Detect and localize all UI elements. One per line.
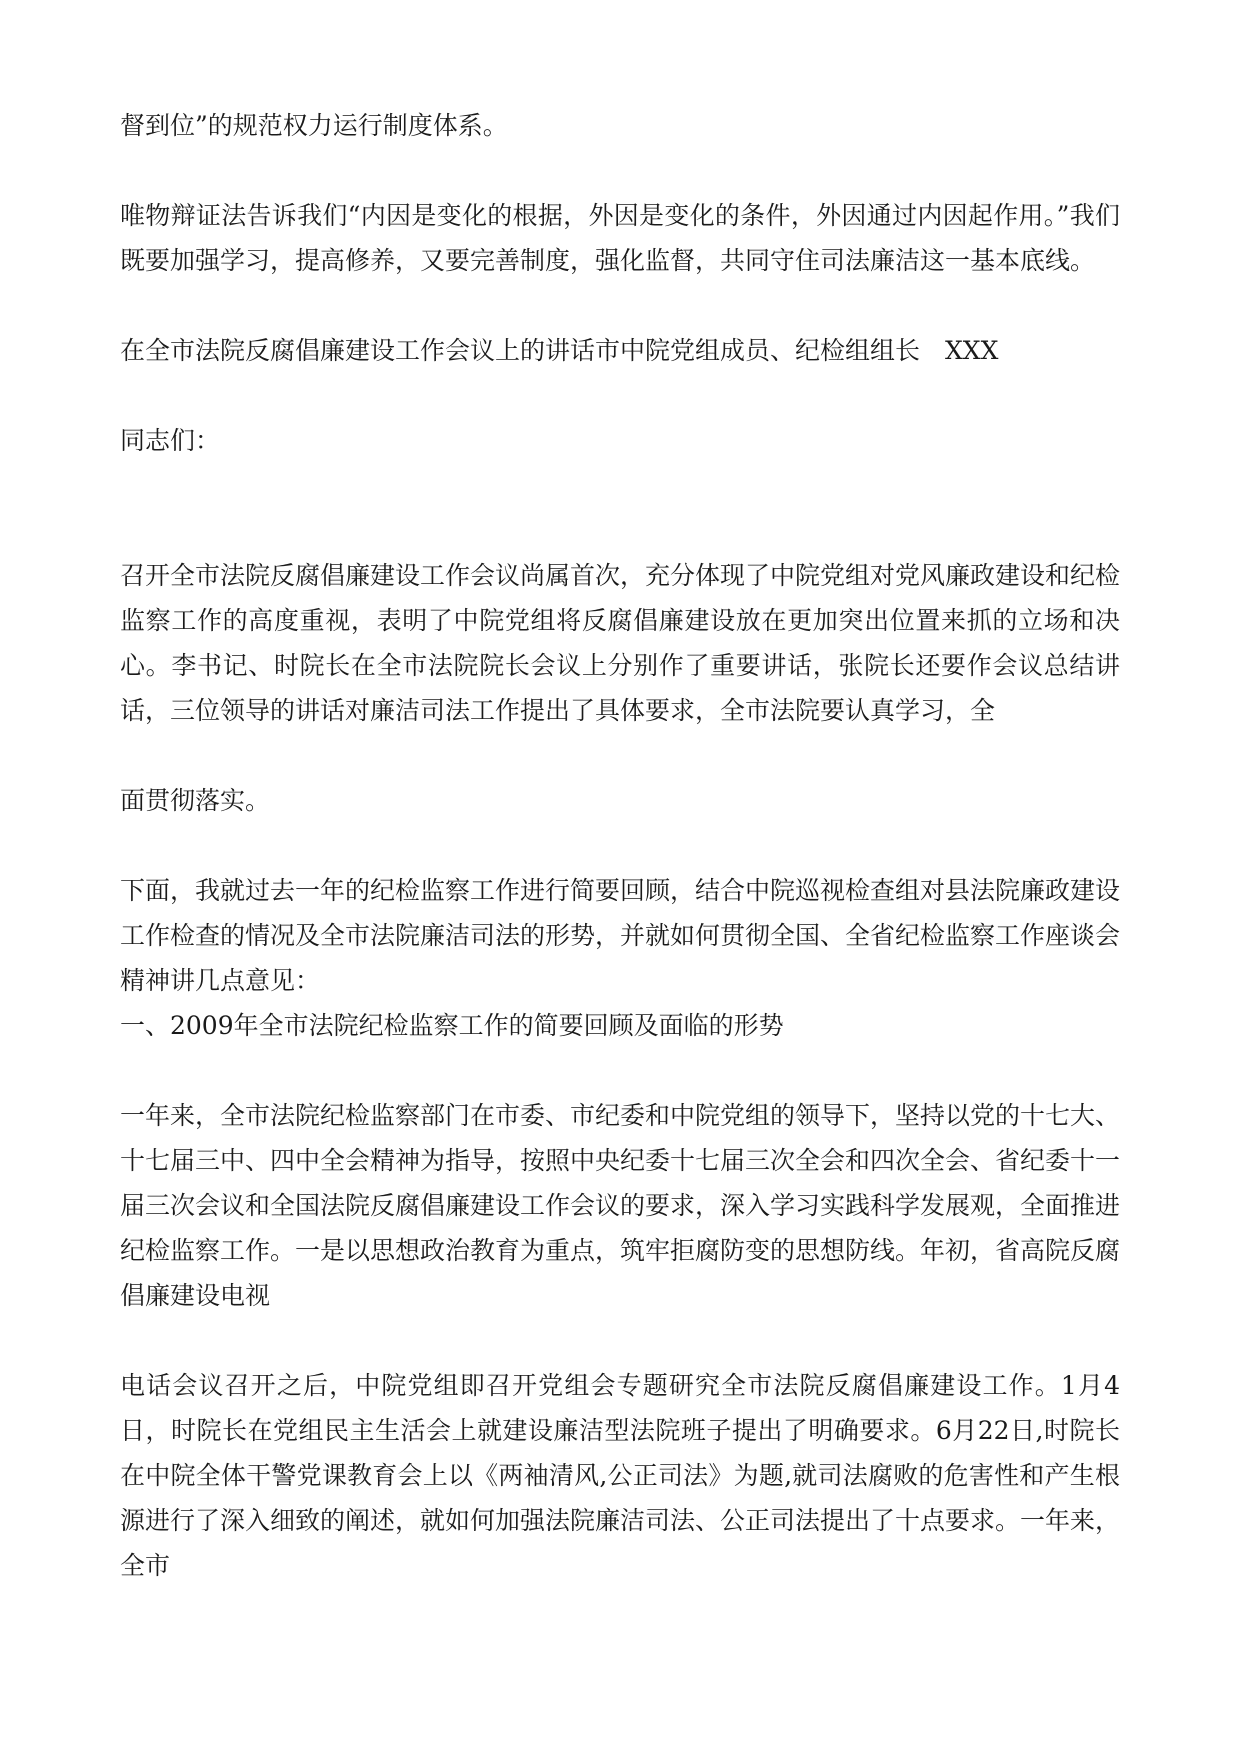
salutation: 同志们： <box>120 426 221 455</box>
paragraph-implementation: 面贯彻落实。 <box>120 786 271 815</box>
paragraph-phone-conference: 电话会议召开之后，中院党组即召开党组会专题研究全市法院反腐倡廉建设工作。1月4日，时院长在党组民主生活会上就建设廉洁型法院班子提出了明确要求。6月22日,时院长在中院全体干警党课教育会上以《两袖清风,公正司法》为题,就司法腐败的危害性和产生根源进行了深入细致的阐述，就如何加强法院廉洁司法、公正司法提出了十点要求。一年来，全市 <box>120 1371 1121 1580</box>
paragraph-meeting-intro: 召开全市法院反腐倡廉建设工作会议尚属首次，充分体现了中院党组对党风廉政建设和纪检监察工作的高度重视，表明了中院党组将反腐倡廉建设放在更加突出位置来抓的立场和决心。李书记、时院长在全市法院院长会议上分别作了重要讲话，张院长还要作会议总结讲话，三位领导的讲话对廉洁司法工作提出了具体要求，全市法院要认真学习，全 <box>120 561 1121 725</box>
paragraph-year-review: 一年来，全市法院纪检监察部门在市委、市纪委和中院党组的领导下，坚持以党的十七大、十七届三中、四中全会精神为指导，按照中央纪委十七届三次全会和四次全会、省纪委十一届三次会议和全国法院反腐倡廉建设工作会议的要求，深入学习实践科学发展观，全面推进纪检监察工作。一是以思想政治教育为重点，筑牢拒腐防变的思想防线。年初，省高院反腐倡廉建设电视 <box>120 1101 1121 1310</box>
speech-title: 在全市法院反腐倡廉建设工作会议上的讲话市中院党组成员、纪检组组长 XXX <box>120 336 999 365</box>
paragraph-outline: 下面，我就过去一年的纪检监察工作进行简要回顾，结合中院巡视检查组对县法院廉政建设工作检查的情况及全市法院廉洁司法的形势，并就如何贯彻全国、全省纪检监察工作座谈会精神讲几点意见： <box>120 876 1121 995</box>
section-heading-1: 一、2009年全市法院纪检监察工作的简要回顾及面临的形势 <box>120 1011 784 1040</box>
paragraph-system-conclusion: 督到位”的规范权力运行制度体系。 <box>120 111 508 140</box>
paragraph-dialectics: 唯物辩证法告诉我们“内因是变化的根据，外因是变化的条件，外因通过内因起作用。”我们既要加强学习，提高修养，又要完善制度，强化监督，共同守住司法廉洁这一基本底线。 <box>120 201 1120 275</box>
